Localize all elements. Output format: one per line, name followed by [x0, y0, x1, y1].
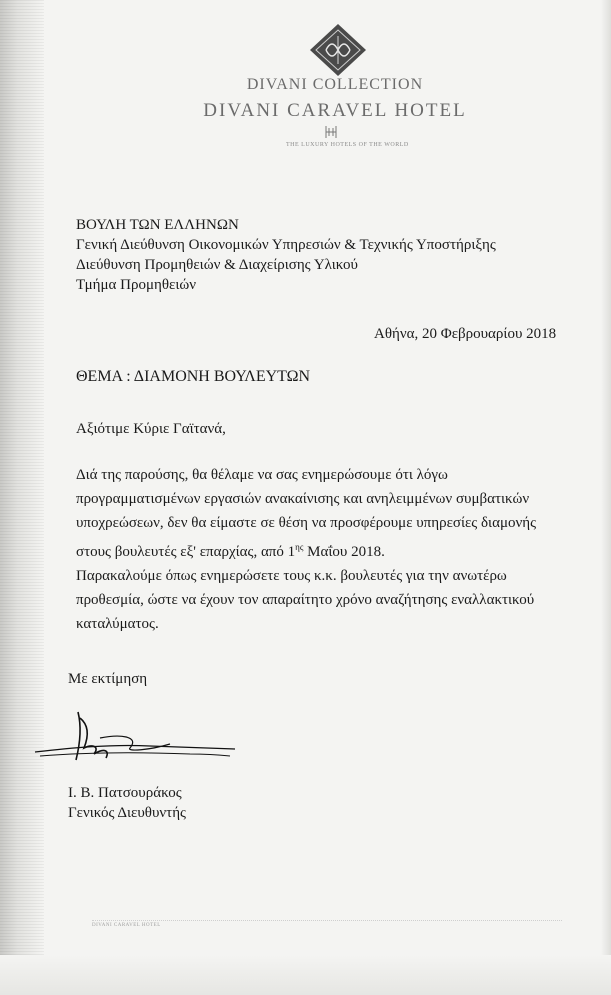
body-line: Διά της παρούσης, θα θέλαμε να σας ενημερώσουμε ότι λόγω [76, 467, 448, 483]
body-line: Παρακαλούμε όπως ενημερώσετε τους κ.κ. βουλευτές για την ανωτέρω [76, 568, 507, 584]
body-line: προθεσμία, ώστε να έχουν τον απαραίτητο χρόνο αναζήτησης εναλλακτικού [76, 592, 535, 608]
handwritten-signature-icon [30, 708, 240, 778]
letter-subject: ΘΕΜΑ : ΔΙΑΜΟΝΗ ΒΟΥΛΕΥΤΩΝ [76, 368, 311, 385]
signer-title: Γενικός Διευθυντής [68, 805, 186, 821]
body-text-run: Μαΐου 2018. [303, 544, 385, 560]
divani-logo-icon [296, 22, 380, 78]
footer-line: DIVANI CARAVEL HOTEL [92, 920, 562, 928]
letter-date: Αθήνα, 20 Φεβρουαρίου 2018 [374, 326, 557, 342]
hotel-monogram-icon [324, 124, 338, 140]
scan-edge-bottom [0, 955, 611, 995]
recipient-line: Γενική Διεύθυνση Οικονομικών Υπηρεσιών & Τεχνικής Υποστήριξης [76, 237, 496, 253]
scan-edge-left [0, 0, 44, 995]
body-line: καταλύματος. [76, 616, 159, 632]
body-line [76, 535, 566, 564]
recipient-line: ΒΟΥΛΗ ΤΩΝ ΕΛΛΗΝΩΝ [76, 217, 239, 233]
recipient-line: Διεύθυνση Προμηθειών & Διαχείρισης Υλικού [76, 257, 358, 273]
signer-name: Ι. Β. Πατσουράκος [68, 785, 182, 801]
closing: Με εκτίμηση [68, 671, 148, 687]
brand-tagline: THE LUXURY HOTELS OF THE WORLD [286, 142, 409, 148]
salutation: Αξιότιμε Κύριε Γαϊτανά, [76, 421, 226, 437]
brand-hotel: DIVANI CARAVEL HOTEL [203, 100, 467, 121]
letter-body [76, 463, 566, 636]
recipient-address [76, 215, 496, 295]
signer-block [68, 783, 186, 823]
scan-edge-right [601, 0, 611, 995]
body-line: υποχρεώσεων, δεν θα είμαστε σε θέση να προσφέρουμε υπηρεσίες διαμονής [76, 515, 537, 531]
body-line: προγραμματισμένων εργασιών ανακαίνισης και ανηλειμμένων συμβατικών [76, 491, 530, 507]
ordinal-superscript: ης [295, 542, 304, 552]
brand-collection: DIVANI COLLECTION [246, 76, 424, 93]
body-text-run: στους βουλευτές εξ' επαρχίας, από 1 [76, 544, 296, 560]
recipient-line: Τμήμα Προμηθειών [76, 277, 197, 293]
